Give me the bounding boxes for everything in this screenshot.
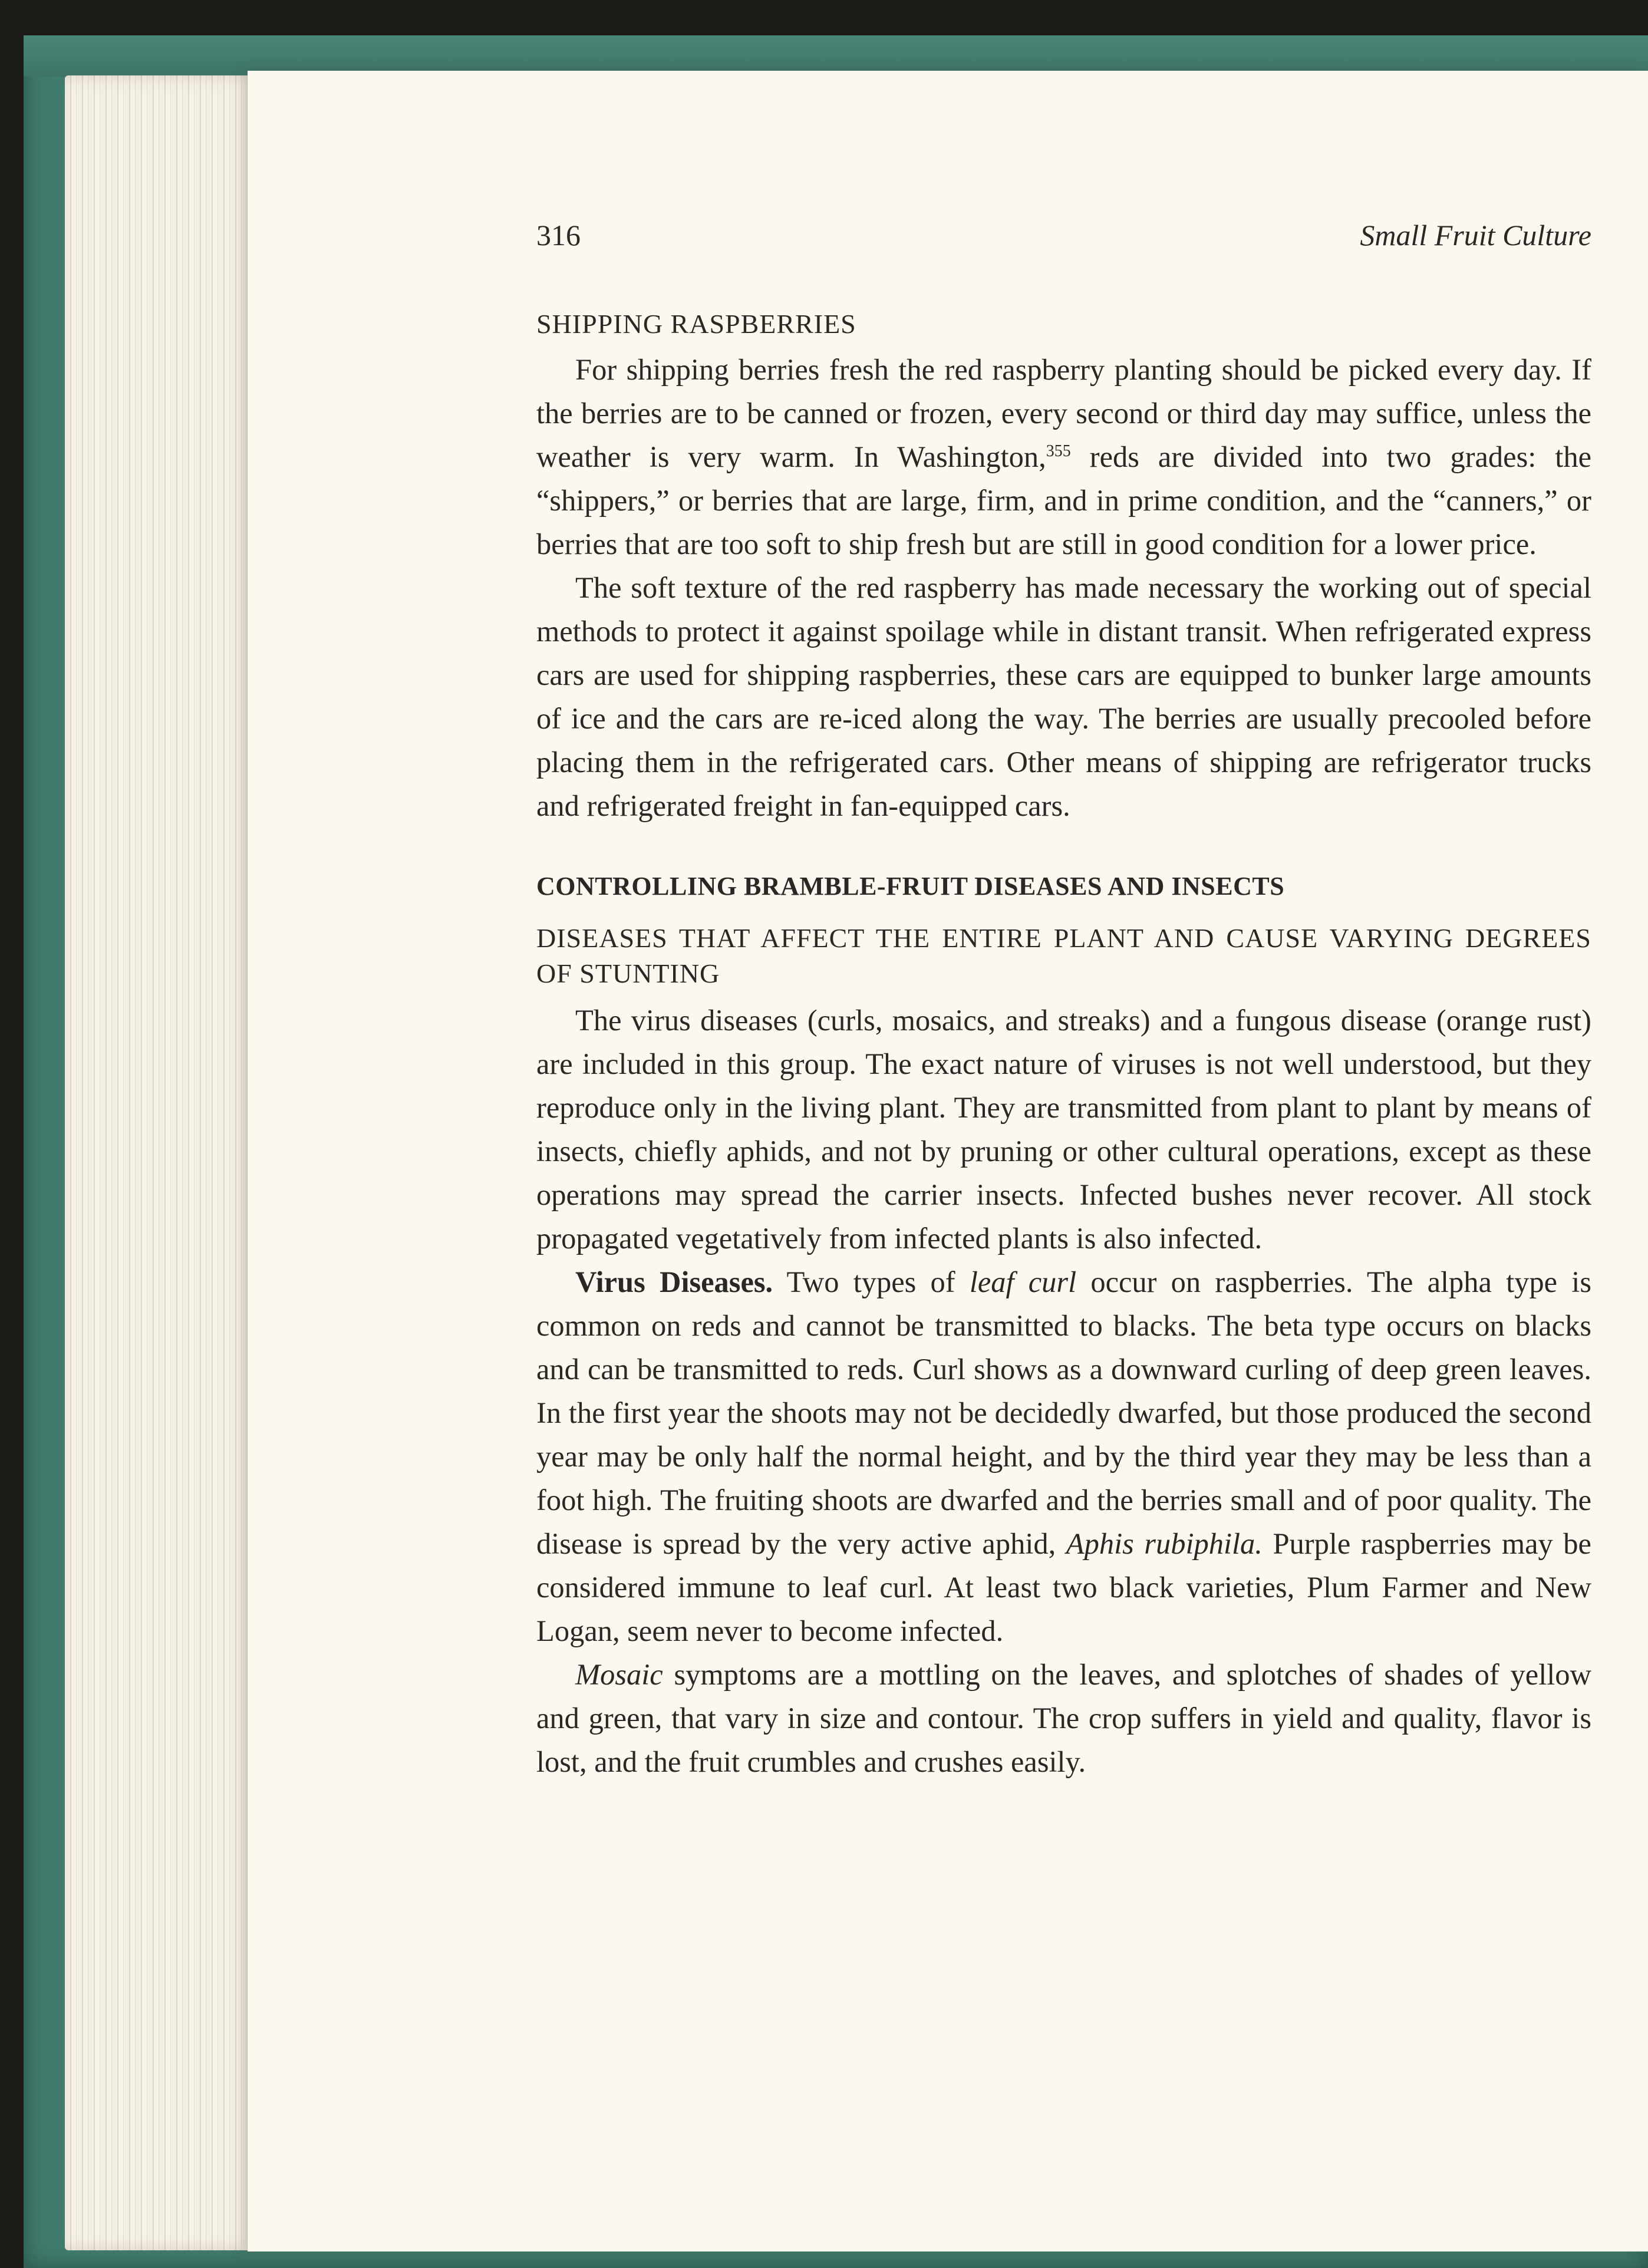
species-name: Aphis rubiphila. (1066, 1527, 1263, 1560)
paragraph (536, 1260, 1591, 1653)
text-run: reds are divided into two grades: the “shippers,” or berries that are large, firm, and in prime condition, and the “canners,” or berries that are too soft to ship fresh but are still in good condition for a lower price. (536, 440, 1591, 561)
section-heading-controlling: CONTROLLING BRAMBLE-FRUIT DISEASES AND INSECTS (536, 872, 1285, 901)
text-run: symptoms are a mottling on the leaves, and splotches of shades of yellow and green, that vary in size and contour. The crop suffers in yield and quality, flavor is lost, and the fruit crumbles and crushes easily. (536, 1658, 1591, 1778)
text-run: For shipping berries fresh the red raspberry planting should be picked every day. If the berries are to be canned or frozen, every second or third day may suffice, unless the weather is very warm. In Washington, (536, 353, 1591, 473)
page-content (536, 306, 1591, 1784)
italic-term: Mosaic (575, 1658, 663, 1691)
run-in-heading: Virus Diseases. (575, 1265, 773, 1298)
paragraph: The virus diseases (curls, mosaics, and streaks) and a fungous disease (orange rust) are included in this group. The exact nature of viruses is not well understood, but they reproduce only in the living plant. They are transmitted from plant to plant by means of insects, chiefly aphids, and not by pruning or other cultural operations, except as these operations may spread the carrier insects. Infected bushes never recover. All stock propagated vegetatively from infected plants is also infected. (536, 1004, 1591, 1255)
paragraph (536, 348, 1591, 566)
text-run: Purple raspberries may be considered immune to leaf curl. At least two black varieties, Plum Farmer and New Logan, seem never to become infected. (536, 1527, 1591, 1647)
text-run: Two types of (773, 1265, 970, 1298)
text-run: occur on raspberries. The alpha type is common on reds and cannot be transmitted to blacks. The beta type occurs on blacks and can be transmitted to reds. Curl shows as a downward curling of deep green leaves. In the first year the shoots may not be decidedly dwarfed, but those produced the second year may be only half the normal height, and by the third year they may be less than a foot high. The fruiting shoots are dwarfed and the berries small and of poor quality. The disease is spread by the very active aphid, (536, 1265, 1591, 1560)
book-page (248, 71, 1648, 2251)
page-number: 316 (536, 219, 581, 252)
paragraph: The soft texture of the red raspberry has made necessary the working out of special methods to protect it against spoilage while in distant transit. When refrigerated express cars are used for shipping raspberries, these cars are equipped to bunker large amounts of ice and the cars are re-iced along the way. The berries are usually precooled before placing them in the refrigerated cars. Other means of shipping are refrigerator trucks and refrigerated freight in fan-equipped cars. (536, 571, 1591, 822)
paragraph (536, 1653, 1591, 1784)
running-head (536, 218, 1591, 265)
section-heading-shipping: SHIPPING RASPBERRIES (536, 309, 856, 339)
reference-superscript: 355 (1046, 442, 1071, 461)
italic-term: leaf curl (969, 1265, 1077, 1298)
running-title: Small Fruit Culture (1360, 219, 1591, 252)
subsection-heading-diseases: DISEASES THAT AFFECT THE ENTIRE PLANT AND CAUSE VARYING DEGREES OF STUNTING (536, 923, 1591, 988)
